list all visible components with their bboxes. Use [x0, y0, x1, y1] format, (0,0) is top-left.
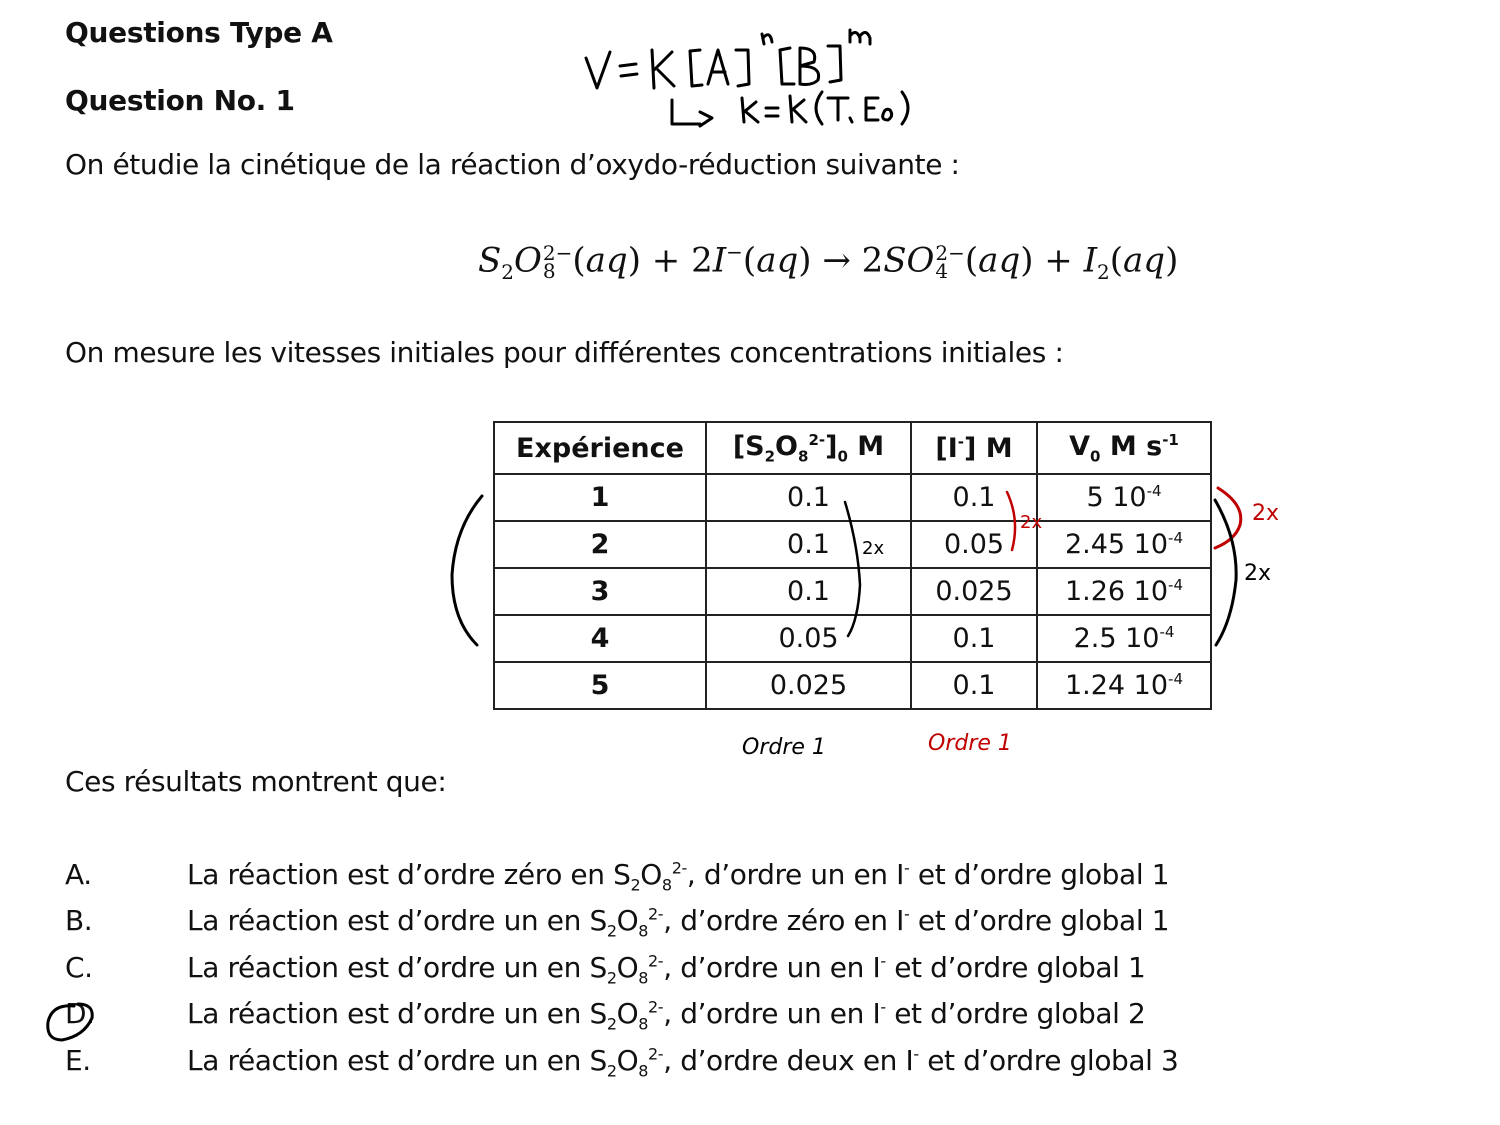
selected-answer-circle — [48, 1004, 92, 1040]
order-iodide-label: Ordre 1 — [928, 731, 1012, 756]
cell-s2o8: 0.025 — [706, 662, 911, 709]
cell-rate: 5 $10^{-4}$ — [1037, 474, 1211, 521]
header-iodide-conc: [I-] M — [911, 422, 1037, 474]
cell-experience: 3 — [494, 568, 706, 615]
question-title: Question No. 1 — [65, 84, 295, 117]
rate-red-bracket-mark — [1215, 488, 1241, 548]
cell-s2o8: 0.1 — [706, 474, 911, 521]
s2o8-2x-label: 2x — [862, 538, 885, 559]
cell-iodide: 0.05 — [911, 521, 1037, 568]
cell-s2o8: 0.1 — [706, 568, 911, 615]
cell-s2o8: 0.05 — [706, 615, 911, 662]
cell-rate: 1.24 $10^{-4}$ — [1037, 662, 1211, 709]
results-text: Ces résultats montrent que: — [65, 765, 447, 798]
intro-text: On étudie la cinétique de la réaction d’oxydo-réduction suivante : — [65, 148, 960, 181]
option-letter: A. — [65, 858, 92, 891]
option-text: La réaction est d’ordre un en $S_2O_8^{2-}$, d’ordre un en I- et d’ordre global 1 — [187, 951, 1146, 988]
cell-experience: 5 — [494, 662, 706, 709]
option-letter: E. — [65, 1044, 91, 1077]
header-initial-rate: $V_0$ M $s^{-1}$ — [1037, 422, 1211, 474]
rate-law-annotation — [586, 30, 870, 88]
section-title: Questions Type A — [65, 16, 333, 49]
rate-black-2x-label: 2x — [1244, 561, 1272, 586]
rate-constant-annotation — [672, 92, 908, 126]
cell-rate: 2.5 $10^{-4}$ — [1037, 615, 1211, 662]
rate-red-2x-label: 2x — [1252, 501, 1280, 526]
measure-text: On mesure les vitesses initiales pour différentes concentrations initiales : — [65, 336, 1064, 369]
order-s2o8-label: Ordre 1 — [742, 735, 826, 760]
option-letter: D. — [65, 997, 95, 1030]
option-letter: B. — [65, 904, 93, 937]
cell-experience: 4 — [494, 615, 706, 662]
cell-experience: 2 — [494, 521, 706, 568]
option-text: La réaction est d’ordre zéro en $S_2O_8^{2-}$, d’ordre un en I- et d’ordre global 1 — [187, 858, 1170, 895]
option-text: La réaction est d’ordre un en $S_2O_8^{2-}$, d’ordre un en I- et d’ordre global 2 — [187, 997, 1146, 1034]
cell-rate: 1.26 $10^{-4}$ — [1037, 568, 1211, 615]
cell-iodide: 0.1 — [911, 662, 1037, 709]
header-s2o8-conc: $[S_2O_8^{2-}]_0$ M — [706, 422, 911, 474]
rate-black-bracket-mark — [1215, 500, 1236, 645]
left-bracket-mark — [452, 496, 482, 645]
iodide-bracket-mark — [1007, 492, 1015, 550]
option-text: La réaction est d’ordre un en $S_2O_8^{2-}$, d’ordre deux en I- et d’ordre global 3 — [187, 1044, 1179, 1081]
cell-iodide: 0.1 — [911, 615, 1037, 662]
cell-rate: 2.45 $10^{-4}$ — [1037, 521, 1211, 568]
s2o8-bracket-mark — [845, 502, 860, 636]
iodide-2x-label: 2x — [1020, 512, 1043, 533]
header-experience: Expérience — [494, 422, 706, 474]
option-text: La réaction est d’ordre un en $S_2O_8^{2-}$, d’ordre zéro en I- et d’ordre global 1 — [187, 904, 1170, 941]
cell-s2o8: 0.1 — [706, 521, 911, 568]
cell-iodide: 0.025 — [911, 568, 1037, 615]
cell-iodide: 0.1 — [911, 474, 1037, 521]
reaction-equation: $S_2O$ 2− 8 (aq) + 2I−(aq) → 2SO 2− 4 $(aq) + I_2(aq)$ — [478, 240, 1179, 285]
option-letter: C. — [65, 951, 93, 984]
cell-experience: 1 — [494, 474, 706, 521]
